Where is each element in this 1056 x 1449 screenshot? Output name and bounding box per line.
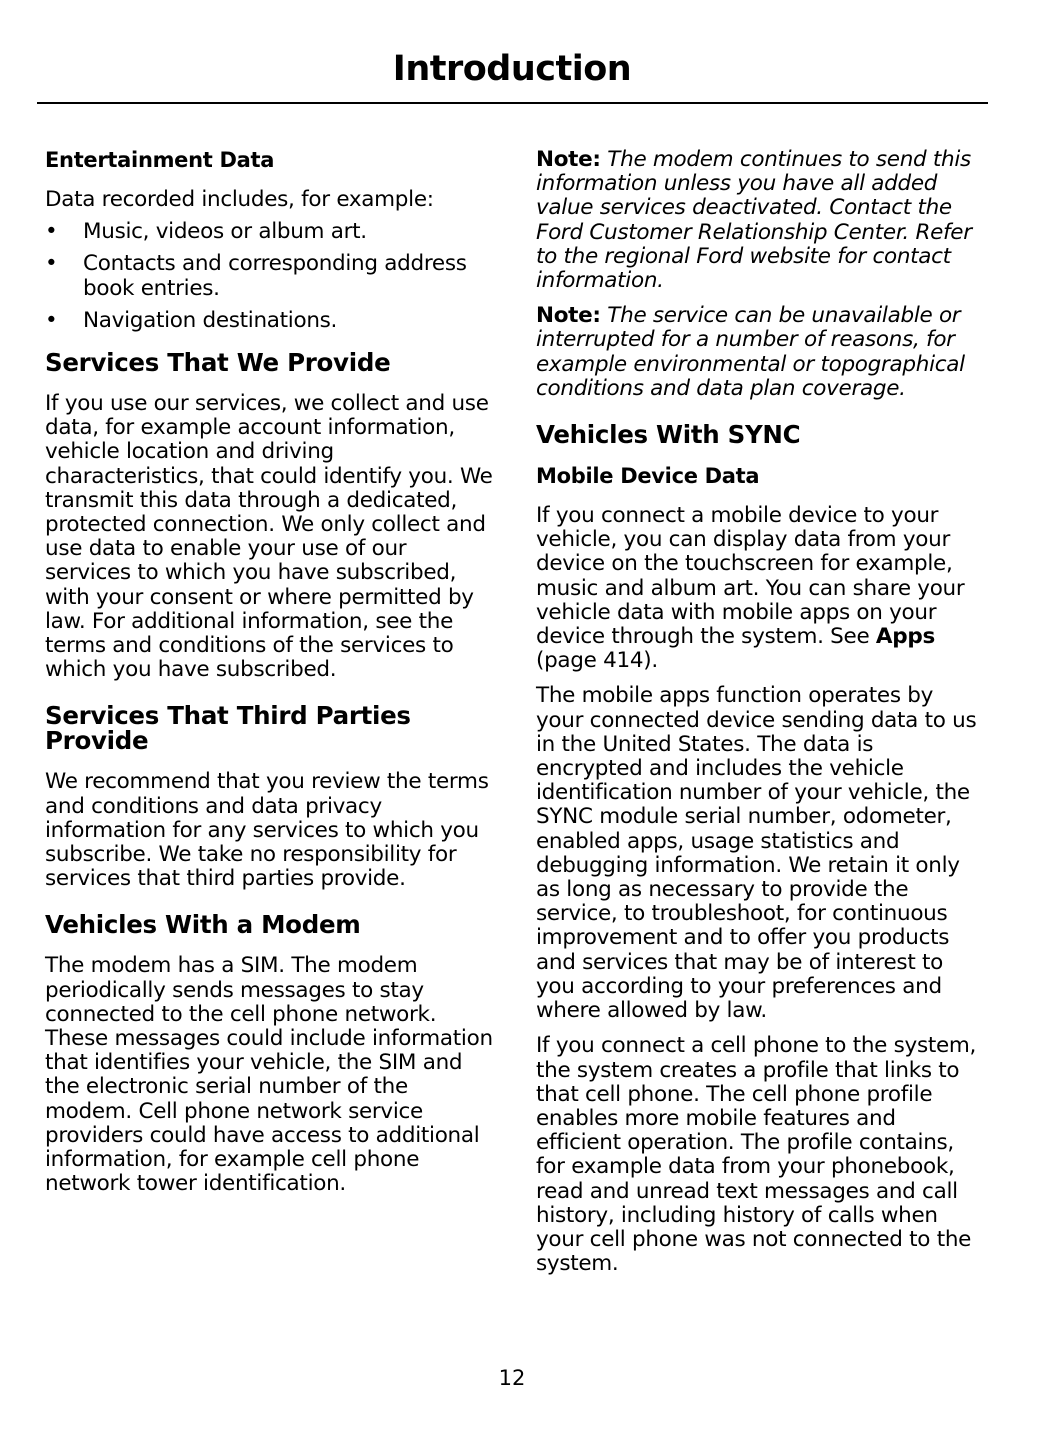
note-text: The service can be unavailable or interrupted for a number of reasons, for example environmental or topographical conditions and data plan coverage. xyxy=(536,303,965,401)
note-label: Note: xyxy=(536,147,601,172)
note-modem xyxy=(536,148,986,293)
list-item: • Contacts and corresponding address book entries. xyxy=(45,251,467,301)
services-we-provide-body: If you use our services, we collect and use data, for example account information, vehicle location and driving characteristics, that could identify you. We transmit this data through a dedicated, protected connection. We only collect and use data to enable your use of our services to which you have subscribed, with your consent or where permitted by law. For additional information, see the terms and conditions of the services to which you have subscribed. xyxy=(45,391,493,683)
left-column xyxy=(45,148,495,1197)
services-we-provide-heading: Services That We Provide xyxy=(45,348,391,378)
modem-body: The modem has a SIM. The modem periodically sends messages to stay connected to the cell phone network. These messages could include information that identifies your vehicle, the SIM and the electronic serial number of the modem. Cell phone network service providers could have access to additional information, for example cell phone network tower identification. xyxy=(45,953,493,1197)
cell-phone-profile-paragraph: If you connect a cell phone to the system, the system creates a profile that links to that cell phone. The cell phone profile enables more mobile features and efficient operation. The profile contains, for example data from your phonebook, read and unread text messages and call history, including history of calls when your cell phone was not connected to the system. xyxy=(536,1033,977,1277)
note-service xyxy=(536,304,986,401)
header-divider xyxy=(37,102,988,104)
mobile-apps-paragraph: The mobile apps function operates by your connected device sending data to us in the United States. The data is encrypted and includes the vehicle identification number of your vehicle, the SYNC module serial number, odometer, enabled apps, usage statistics and debugging information. We retain it only as long as necessary to provide the service, to troubleshoot, for continuous improvement and to offer you products and services that may be of interest to you according to your preferences and where allowed by law. xyxy=(536,683,977,1024)
list-item: • Navigation destinations. xyxy=(45,307,338,333)
third-parties-heading: Services That Third Parties Provide xyxy=(45,701,411,756)
right-column xyxy=(536,148,986,1276)
entertainment-data-intro: Data recorded includes, for example: xyxy=(45,187,434,212)
apps-link[interactable]: Apps xyxy=(875,624,935,650)
bullet-icon: • xyxy=(45,219,58,245)
bullet-icon: • xyxy=(45,307,58,333)
entertainment-data-heading: Entertainment Data xyxy=(45,148,275,172)
note-text: The modem continues to send this information unless you have all added value services deactivated. Contact the Ford Customer Relationship Center. Refer to the regional Ford website for contact information. xyxy=(536,147,972,294)
note-label: Note: xyxy=(536,303,601,329)
vehicles-with-sync-heading: Vehicles With SYNC xyxy=(536,420,801,450)
bullet-icon: • xyxy=(45,251,58,277)
mobile-device-paragraph: If you connect a mobile device to your vehicle, you can display data from your device on the touchscreen for example, music and album art. You can share your vehicle data with mobile apps on your device through the system. See Apps (page 414). xyxy=(536,503,965,674)
page-title: Introduction xyxy=(392,49,632,89)
modem-heading: Vehicles With a Modem xyxy=(45,910,361,940)
page-number: 12 xyxy=(498,1366,526,1390)
mobile-device-data-heading: Mobile Device Data xyxy=(536,464,760,489)
entertainment-data-list xyxy=(45,220,495,333)
list-item: • Music, videos or album art. xyxy=(45,219,367,245)
third-parties-body: We recommend that you review the terms and conditions and data privacy information for any services to which you subscribe. We take no responsibility for services that third parties provide. xyxy=(45,769,489,892)
